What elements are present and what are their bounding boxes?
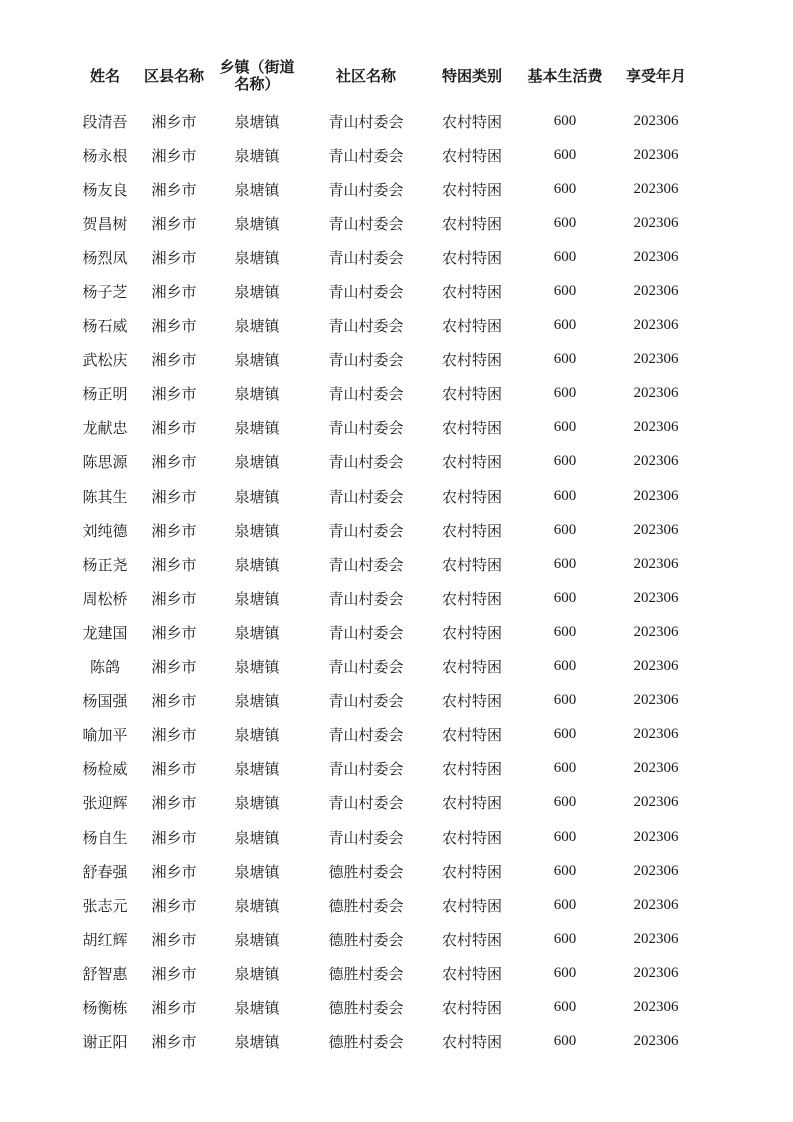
cell-community: 青山村委会: [328, 112, 404, 131]
header-community: 社区名称: [335, 66, 396, 85]
table-row: [0, 343, 793, 377]
cell-name: 舒春强: [82, 862, 128, 881]
cell-living-allowance: 600: [553, 862, 577, 879]
cell-township: 泉塘镇: [234, 248, 280, 267]
cell-name: 段清吾: [82, 112, 128, 131]
table-row: [0, 1025, 793, 1059]
cell-name: 贺昌树: [82, 214, 128, 233]
cell-category: 农村特困: [441, 180, 502, 199]
cell-township: 泉塘镇: [234, 146, 280, 165]
cell-name: 周松桥: [82, 589, 128, 608]
cell-community: 青山村委会: [328, 283, 404, 302]
table-row: [0, 104, 793, 138]
cell-township: 泉塘镇: [234, 419, 280, 438]
cell-name: 杨烈凤: [82, 248, 128, 267]
cell-county: 湘乡市: [151, 248, 197, 267]
cell-county: 湘乡市: [151, 998, 197, 1017]
cell-start-month: 202306: [633, 555, 679, 572]
cell-county: 湘乡市: [151, 555, 197, 574]
cell-category: 农村特困: [441, 589, 502, 608]
cell-start-month: 202306: [633, 248, 679, 265]
cell-county: 湘乡市: [151, 283, 197, 302]
header-county: 区县名称: [143, 66, 204, 85]
cell-community: 青山村委会: [328, 453, 404, 472]
cell-county: 湘乡市: [151, 930, 197, 949]
cell-category: 农村特困: [441, 760, 502, 779]
cell-start-month: 202306: [633, 828, 679, 845]
cell-name: 武松庆: [82, 351, 128, 370]
cell-start-month: 202306: [633, 385, 679, 402]
cell-county: 湘乡市: [151, 794, 197, 813]
cell-name: 喻加平: [82, 726, 128, 745]
table-row: [0, 172, 793, 206]
cell-category: 农村特困: [441, 317, 502, 336]
cell-living-allowance: 600: [553, 726, 577, 743]
cell-township: 泉塘镇: [234, 828, 280, 847]
cell-county: 湘乡市: [151, 623, 197, 642]
cell-county: 湘乡市: [151, 589, 197, 608]
cell-category: 农村特困: [441, 828, 502, 847]
table-row: [0, 752, 793, 786]
cell-community: 青山村委会: [328, 180, 404, 199]
cell-start-month: 202306: [633, 692, 679, 709]
cell-community: 德胜村委会: [328, 998, 404, 1017]
cell-county: 湘乡市: [151, 896, 197, 915]
cell-township: 泉塘镇: [234, 555, 280, 574]
table-row: [0, 581, 793, 615]
cell-community: 青山村委会: [328, 589, 404, 608]
cell-start-month: 202306: [633, 930, 679, 947]
header-category: 特困类别: [441, 66, 502, 85]
cell-start-month: 202306: [633, 964, 679, 981]
cell-name: 杨子芝: [82, 283, 128, 302]
cell-county: 湘乡市: [151, 1033, 197, 1052]
cell-community: 青山村委会: [328, 351, 404, 370]
cell-name: 杨自生: [82, 828, 128, 847]
cell-township: 泉塘镇: [234, 214, 280, 233]
cell-township: 泉塘镇: [234, 385, 280, 404]
cell-township: 泉塘镇: [234, 1033, 280, 1052]
cell-township: 泉塘镇: [234, 453, 280, 472]
cell-start-month: 202306: [633, 658, 679, 675]
cell-category: 农村特困: [441, 248, 502, 267]
table-row: [0, 411, 793, 445]
cell-living-allowance: 600: [553, 385, 577, 402]
cell-name: 张志元: [82, 896, 128, 915]
table-row: [0, 888, 793, 922]
cell-county: 湘乡市: [151, 180, 197, 199]
cell-category: 农村特困: [441, 214, 502, 233]
cell-community: 青山村委会: [328, 419, 404, 438]
cell-county: 湘乡市: [151, 521, 197, 540]
cell-living-allowance: 600: [553, 214, 577, 231]
cell-start-month: 202306: [633, 794, 679, 811]
cell-county: 湘乡市: [151, 214, 197, 233]
cell-start-month: 202306: [633, 760, 679, 777]
cell-community: 德胜村委会: [328, 896, 404, 915]
cell-community: 青山村委会: [328, 658, 404, 677]
cell-community: 青山村委会: [328, 760, 404, 779]
cell-living-allowance: 600: [553, 487, 577, 504]
cell-township: 泉塘镇: [234, 930, 280, 949]
cell-start-month: 202306: [633, 896, 679, 913]
table-row: [0, 513, 793, 547]
table-row: [0, 547, 793, 581]
cell-name: 陈鸽: [89, 658, 120, 677]
cell-start-month: 202306: [633, 1033, 679, 1050]
cell-county: 湘乡市: [151, 146, 197, 165]
cell-name: 陈其生: [82, 487, 128, 506]
cell-community: 青山村委会: [328, 248, 404, 267]
table-row: [0, 445, 793, 479]
cell-name: 杨衡栋: [82, 998, 128, 1017]
cell-category: 农村特困: [441, 385, 502, 404]
cell-category: 农村特困: [441, 692, 502, 711]
cell-county: 湘乡市: [151, 453, 197, 472]
cell-living-allowance: 600: [553, 419, 577, 436]
cell-living-allowance: 600: [553, 896, 577, 913]
cell-county: 湘乡市: [151, 487, 197, 506]
cell-start-month: 202306: [633, 726, 679, 743]
cell-category: 农村特困: [441, 930, 502, 949]
table-header-row: [0, 56, 793, 96]
cell-township: 泉塘镇: [234, 862, 280, 881]
cell-category: 农村特困: [441, 964, 502, 983]
cell-community: 青山村委会: [328, 623, 404, 642]
cell-category: 农村特困: [441, 998, 502, 1017]
table-row: [0, 684, 793, 718]
cell-community: 青山村委会: [328, 692, 404, 711]
cell-living-allowance: 600: [553, 317, 577, 334]
cell-living-allowance: 600: [553, 964, 577, 981]
table-row: [0, 377, 793, 411]
cell-living-allowance: 600: [553, 623, 577, 640]
cell-community: 青山村委会: [328, 794, 404, 813]
cell-community: 青山村委会: [328, 555, 404, 574]
table-row: [0, 274, 793, 308]
cell-name: 龙建国: [82, 623, 128, 642]
cell-start-month: 202306: [633, 589, 679, 606]
cell-category: 农村特困: [441, 351, 502, 370]
cell-county: 湘乡市: [151, 692, 197, 711]
cell-living-allowance: 600: [553, 146, 577, 163]
header-start-month: 享受年月: [625, 66, 686, 85]
cell-community: 德胜村委会: [328, 862, 404, 881]
cell-living-allowance: 600: [553, 521, 577, 538]
cell-category: 农村特困: [441, 726, 502, 745]
cell-name: 杨正明: [82, 385, 128, 404]
cell-name: 舒智惠: [82, 964, 128, 983]
cell-township: 泉塘镇: [234, 351, 280, 370]
table-row: [0, 718, 793, 752]
cell-township: 泉塘镇: [234, 180, 280, 199]
cell-living-allowance: 600: [553, 760, 577, 777]
table-row: [0, 206, 793, 240]
cell-community: 青山村委会: [328, 521, 404, 540]
header-township: 乡镇（街道 名称）: [219, 58, 295, 93]
cell-township: 泉塘镇: [234, 623, 280, 642]
table-row: [0, 956, 793, 990]
cell-township: 泉塘镇: [234, 998, 280, 1017]
cell-name: 杨石威: [82, 317, 128, 336]
cell-living-allowance: 600: [553, 248, 577, 265]
cell-township: 泉塘镇: [234, 521, 280, 540]
cell-category: 农村特困: [441, 419, 502, 438]
table-row: [0, 786, 793, 820]
cell-name: 龙献忠: [82, 419, 128, 438]
cell-name: 胡红辉: [82, 930, 128, 949]
cell-category: 农村特困: [441, 453, 502, 472]
cell-category: 农村特困: [441, 146, 502, 165]
cell-township: 泉塘镇: [234, 896, 280, 915]
cell-start-month: 202306: [633, 351, 679, 368]
cell-community: 德胜村委会: [328, 930, 404, 949]
table-row: [0, 650, 793, 684]
cell-township: 泉塘镇: [234, 283, 280, 302]
cell-township: 泉塘镇: [234, 487, 280, 506]
cell-living-allowance: 600: [553, 112, 577, 129]
cell-community: 青山村委会: [328, 726, 404, 745]
table-row: [0, 138, 793, 172]
table-row: [0, 922, 793, 956]
table-row: [0, 820, 793, 854]
cell-living-allowance: 600: [553, 828, 577, 845]
cell-county: 湘乡市: [151, 112, 197, 131]
cell-name: 杨正尧: [82, 555, 128, 574]
cell-start-month: 202306: [633, 317, 679, 334]
cell-community: 青山村委会: [328, 146, 404, 165]
cell-township: 泉塘镇: [234, 760, 280, 779]
cell-start-month: 202306: [633, 112, 679, 129]
cell-start-month: 202306: [633, 623, 679, 640]
cell-community: 青山村委会: [328, 385, 404, 404]
header-living-allowance: 基本生活费: [527, 66, 603, 85]
table-row: [0, 615, 793, 649]
cell-community: 青山村委会: [328, 214, 404, 233]
cell-living-allowance: 600: [553, 453, 577, 470]
cell-name: 刘纯德: [82, 521, 128, 540]
cell-county: 湘乡市: [151, 760, 197, 779]
cell-category: 农村特困: [441, 555, 502, 574]
cell-county: 湘乡市: [151, 317, 197, 336]
cell-category: 农村特困: [441, 487, 502, 506]
cell-living-allowance: 600: [553, 930, 577, 947]
cell-community: 青山村委会: [328, 317, 404, 336]
cell-start-month: 202306: [633, 521, 679, 538]
cell-category: 农村特困: [441, 283, 502, 302]
cell-name: 杨检威: [82, 760, 128, 779]
table-row: [0, 479, 793, 513]
cell-living-allowance: 600: [553, 589, 577, 606]
table-body: [0, 104, 793, 1059]
cell-start-month: 202306: [633, 998, 679, 1015]
cell-county: 湘乡市: [151, 862, 197, 881]
cell-township: 泉塘镇: [234, 726, 280, 745]
cell-county: 湘乡市: [151, 385, 197, 404]
table-row: [0, 990, 793, 1024]
cell-category: 农村特困: [441, 112, 502, 131]
cell-living-allowance: 600: [553, 351, 577, 368]
cell-start-month: 202306: [633, 419, 679, 436]
cell-county: 湘乡市: [151, 828, 197, 847]
table-row: [0, 854, 793, 888]
cell-township: 泉塘镇: [234, 794, 280, 813]
cell-name: 杨国强: [82, 692, 128, 711]
cell-category: 农村特困: [441, 658, 502, 677]
table-row: [0, 309, 793, 343]
cell-community: 德胜村委会: [328, 964, 404, 983]
cell-start-month: 202306: [633, 453, 679, 470]
cell-category: 农村特困: [441, 521, 502, 540]
cell-township: 泉塘镇: [234, 317, 280, 336]
cell-community: 青山村委会: [328, 487, 404, 506]
cell-start-month: 202306: [633, 487, 679, 504]
cell-county: 湘乡市: [151, 726, 197, 745]
cell-start-month: 202306: [633, 146, 679, 163]
cell-name: 杨永根: [82, 146, 128, 165]
cell-start-month: 202306: [633, 283, 679, 300]
cell-living-allowance: 600: [553, 692, 577, 709]
cell-start-month: 202306: [633, 180, 679, 197]
cell-category: 农村特困: [441, 794, 502, 813]
cell-name: 杨友良: [82, 180, 128, 199]
cell-living-allowance: 600: [553, 658, 577, 675]
cell-county: 湘乡市: [151, 419, 197, 438]
cell-county: 湘乡市: [151, 351, 197, 370]
cell-living-allowance: 600: [553, 998, 577, 1015]
cell-township: 泉塘镇: [234, 112, 280, 131]
cell-start-month: 202306: [633, 862, 679, 879]
cell-category: 农村特困: [441, 623, 502, 642]
cell-category: 农村特困: [441, 862, 502, 881]
cell-township: 泉塘镇: [234, 589, 280, 608]
cell-community: 德胜村委会: [328, 1033, 404, 1052]
cell-living-allowance: 600: [553, 283, 577, 300]
cell-township: 泉塘镇: [234, 964, 280, 983]
cell-category: 农村特困: [441, 896, 502, 915]
cell-living-allowance: 600: [553, 794, 577, 811]
cell-community: 青山村委会: [328, 828, 404, 847]
cell-name: 陈思源: [82, 453, 128, 472]
cell-township: 泉塘镇: [234, 658, 280, 677]
cell-county: 湘乡市: [151, 658, 197, 677]
cell-living-allowance: 600: [553, 555, 577, 572]
cell-name: 谢正阳: [82, 1033, 128, 1052]
cell-start-month: 202306: [633, 214, 679, 231]
cell-county: 湘乡市: [151, 964, 197, 983]
cell-township: 泉塘镇: [234, 692, 280, 711]
cell-name: 张迎辉: [82, 794, 128, 813]
header-name: 姓名: [89, 66, 120, 85]
table-row: [0, 240, 793, 274]
cell-category: 农村特困: [441, 1033, 502, 1052]
cell-living-allowance: 600: [553, 180, 577, 197]
cell-living-allowance: 600: [553, 1033, 577, 1050]
